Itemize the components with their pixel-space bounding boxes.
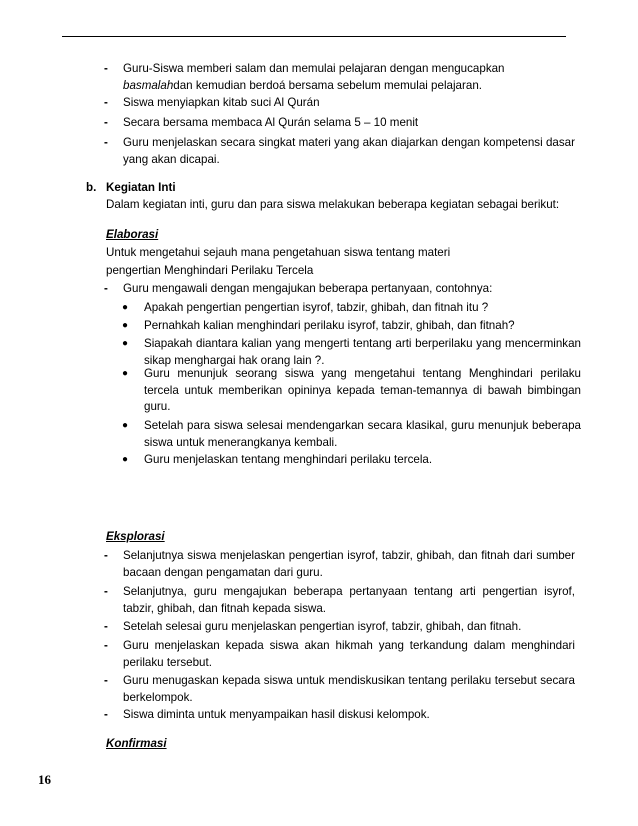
bullet-marker: ● bbox=[122, 420, 129, 431]
eksplorasi-item-text: Selanjutnya siswa menjelaskan pengertian isyrof, tabzir, ghibah, dan fitnah dari sumber bacaan dengan pengamatan dari guru. bbox=[123, 549, 575, 579]
intro-item-text: Guru menjelaskan secara singkat materi yang akan diajarkan dengan kompetensi dasar yang akan dicapai. bbox=[123, 136, 575, 166]
section-intro: Dalam kegiatan inti, guru dan para siswa melakukan beberapa kegiatan sebagai berikut: bbox=[106, 198, 560, 211]
eksplorasi-heading: Eksplorasi bbox=[106, 530, 165, 543]
bullet-marker: ● bbox=[122, 320, 129, 331]
bullet-text: Siapakah diantara kalian yang mengerti tentang arti berperilaku yang mencerminkan sikap menghargai hak orang lain ?. bbox=[144, 337, 581, 367]
elaborasi-line: Untuk mengetahui sejauh mana pengetahuan siswa tentang materi bbox=[106, 246, 451, 259]
bullet-marker: ● bbox=[122, 454, 129, 465]
basmalah-term: basmalah bbox=[123, 78, 174, 92]
dash-marker: - bbox=[104, 96, 108, 109]
elaborasi-line: pengertian Menghindari Perilaku Tercela bbox=[106, 264, 314, 277]
elaborasi-heading: Elaborasi bbox=[106, 228, 159, 241]
dash-marker: - bbox=[104, 282, 108, 295]
bullet-text: Guru menjelaskan tentang menghindari perilaku tercela. bbox=[144, 453, 433, 466]
dash-marker: - bbox=[104, 62, 108, 75]
dash-marker: - bbox=[104, 116, 108, 129]
eksplorasi-item-text: Guru menugaskan kepada siswa untuk mendiskusikan tentang perilaku tersebut secara berkelompok. bbox=[123, 674, 575, 704]
eksplorasi-item-text: Siswa diminta untuk menyampaikan hasil diskusi kelompok. bbox=[123, 708, 430, 721]
intro-item-text: Siswa menyiapkan kitab suci Al Qurán bbox=[123, 96, 320, 109]
section-heading bbox=[86, 180, 176, 197]
section-title: Kegiatan Inti bbox=[106, 181, 176, 194]
intro-item-text-cont: dan kemudian berdoá bersama sebelum memulai pelajaran. bbox=[173, 78, 482, 92]
dash-marker: - bbox=[104, 136, 108, 149]
bullet-text: Apakah pengertian pengertian isyrof, tabzir, ghibah, dan fitnah itu ? bbox=[144, 301, 489, 314]
eksplorasi-item-text: Setelah selesai guru menjelaskan pengertian isyrof, tabzir, ghibah, dan fitnah. bbox=[123, 620, 522, 633]
bullet-marker: ● bbox=[122, 302, 129, 313]
dash-marker: - bbox=[104, 708, 108, 721]
intro-item-text: Guru-Siswa memberi salam dan memulai pelajaran dengan mengucapkan bbox=[123, 62, 505, 75]
bullet-text: Guru menunjuk seorang siswa yang mengetahui tentang Menghindari perilaku tercela untuk memberikan opininya kepada teman-temannya di bawah bimbingan guru. bbox=[144, 367, 581, 413]
eksplorasi-item-text: Selanjutnya, guru mengajukan beberapa pertanyaan tentang arti pengertian isyrof, tabzir, ghibah, dan fitnah kepada siswa. bbox=[123, 585, 575, 615]
eksplorasi-item-text: Guru menjelaskan kepada siswa akan hikmah yang terkandung dalam menghindari perilaku tersebut. bbox=[123, 639, 575, 669]
dash-marker: - bbox=[104, 639, 108, 652]
section-letter: b. bbox=[86, 181, 97, 194]
bullet-marker: ● bbox=[122, 338, 129, 349]
bullet-marker: ● bbox=[122, 368, 129, 379]
elaborasi-dash-text: Guru mengawali dengan mengajukan beberapa pertanyaan, contohnya: bbox=[123, 282, 493, 295]
intro-item-text: Secara bersama membaca Al Qurán selama 5 – 10 menit bbox=[123, 116, 419, 129]
dash-marker: - bbox=[104, 620, 108, 633]
dash-marker: - bbox=[104, 585, 108, 598]
dash-marker: - bbox=[104, 549, 108, 562]
page-number: 16 bbox=[38, 772, 51, 787]
bullet-text: Setelah para siswa selesai mendengarkan secara klasikal, guru menunjuk beberapa siswa untuk menerangkanya kembali. bbox=[144, 419, 581, 449]
konfirmasi-heading: Konfirmasi bbox=[106, 737, 167, 750]
dash-marker: - bbox=[104, 674, 108, 687]
top-rule bbox=[62, 36, 566, 37]
bullet-text: Pernahkah kalian menghindari perilaku isyrof, tabzir, ghibah, dan fitnah? bbox=[144, 319, 515, 332]
